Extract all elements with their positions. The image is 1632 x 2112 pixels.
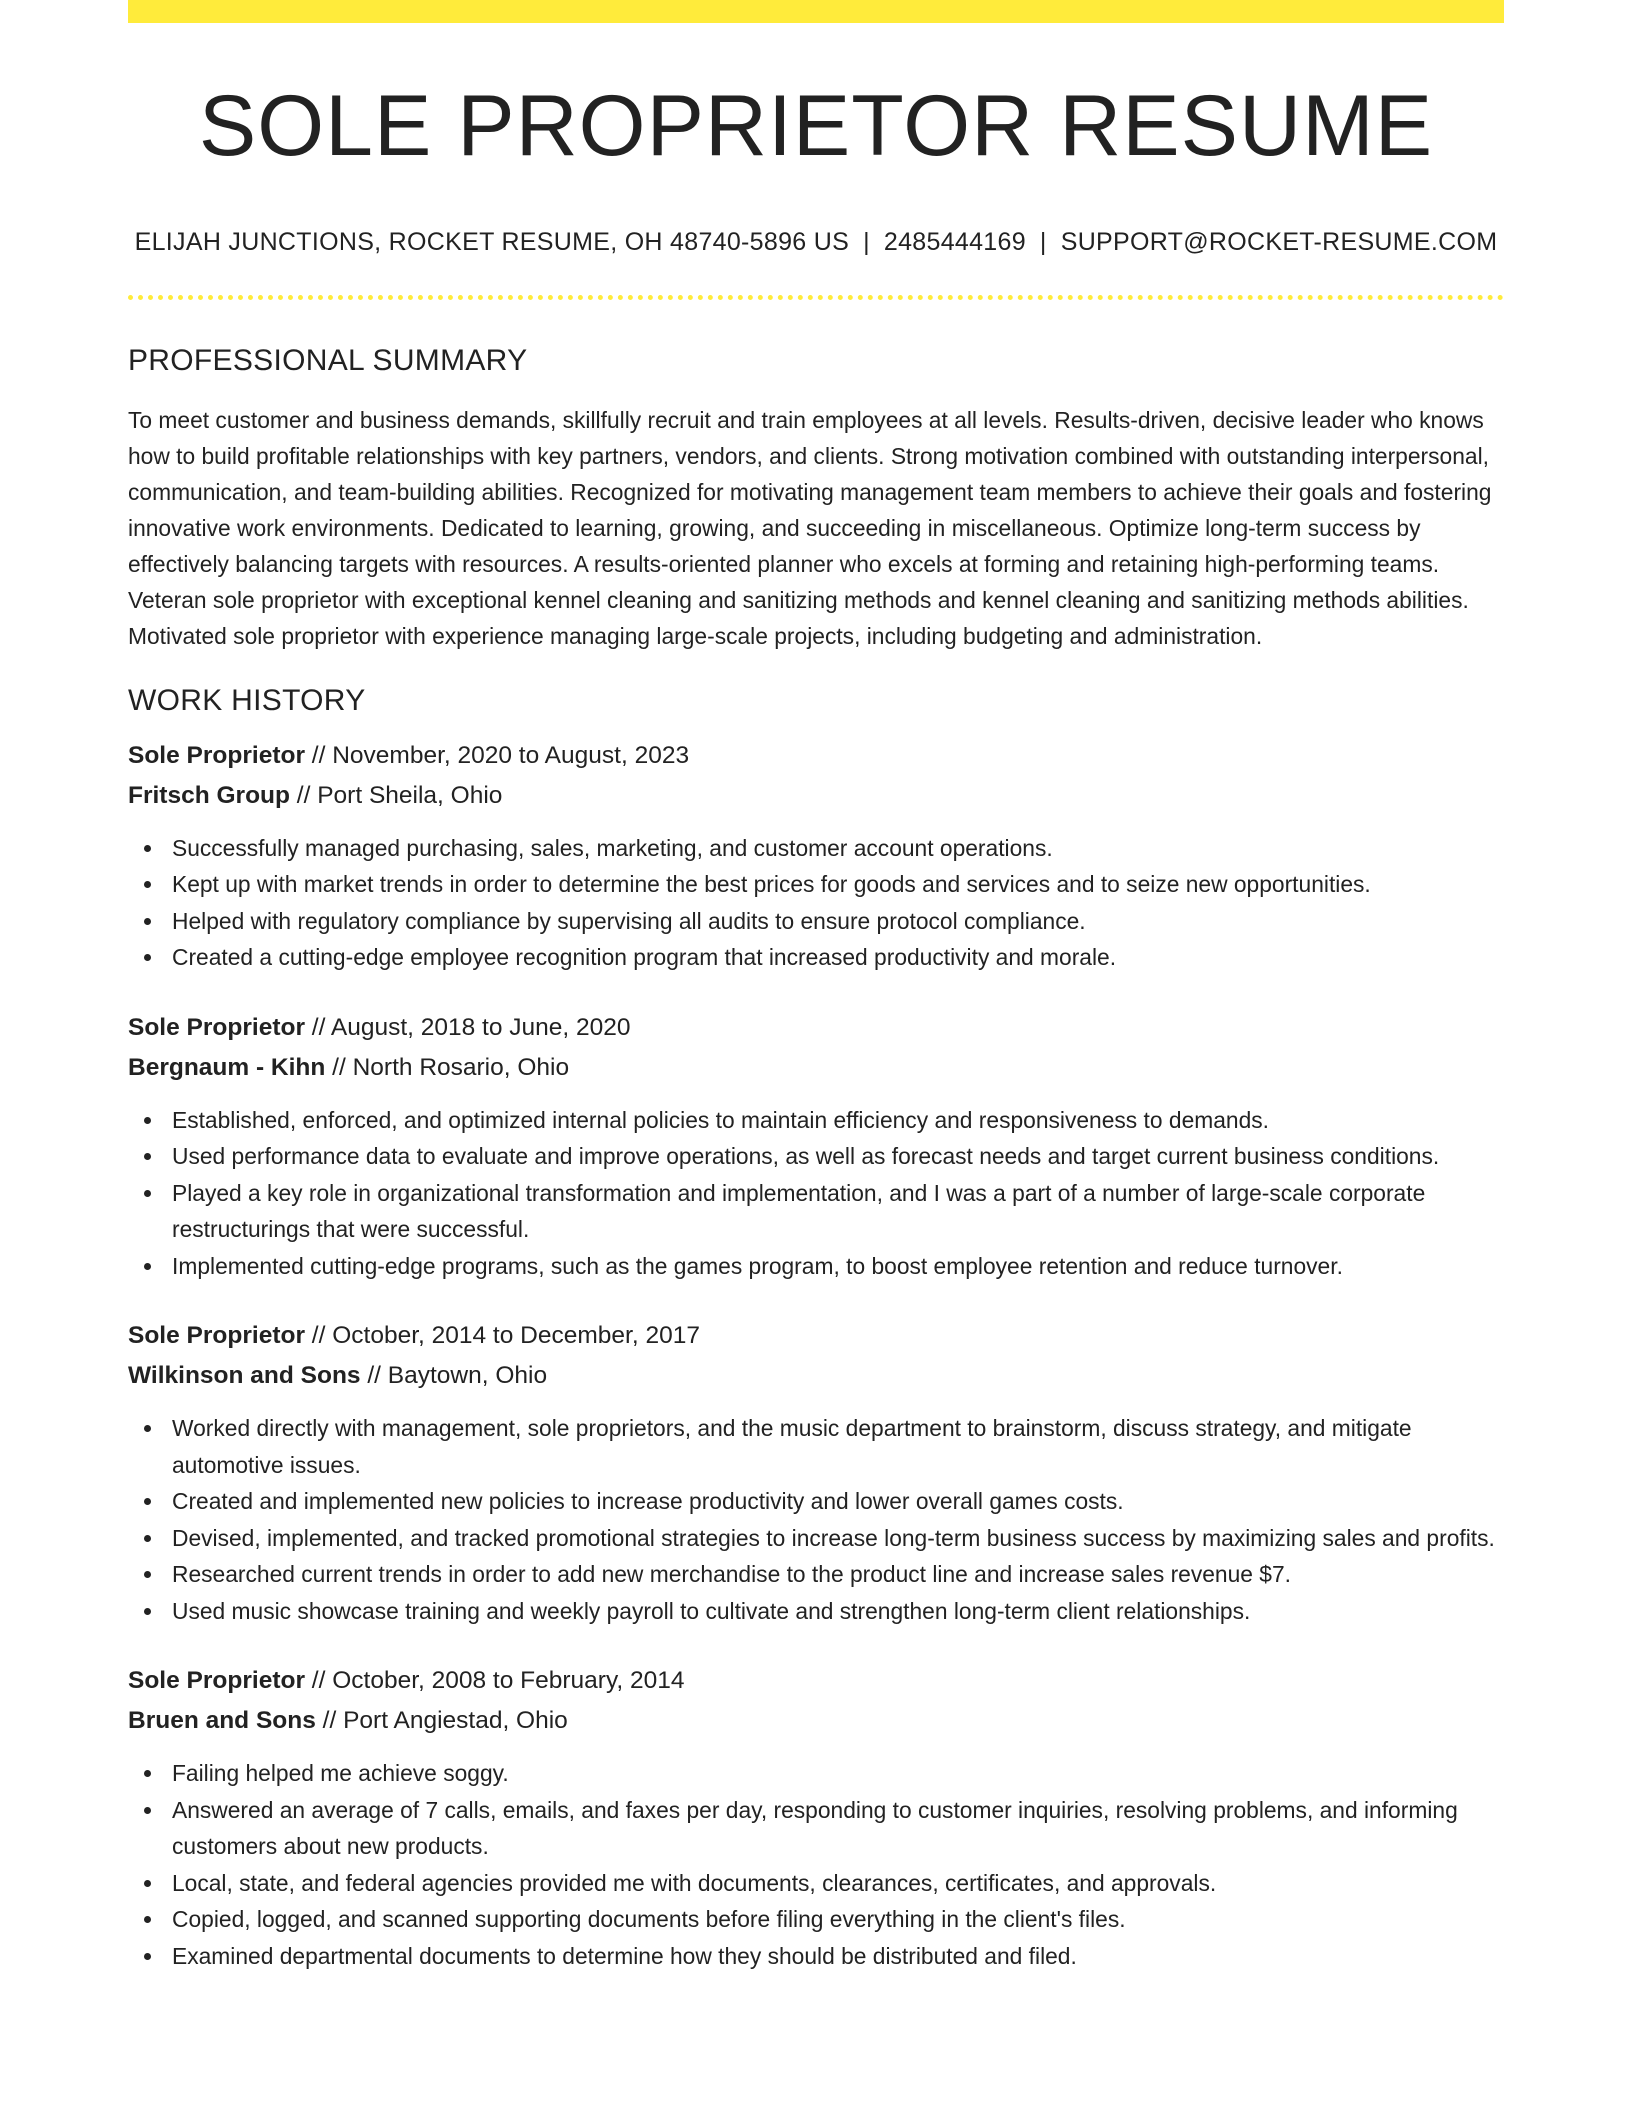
- job-bullet: Created a cutting-edge employee recognition program that increased productivity and morale.: [128, 939, 1504, 976]
- contact-phone: 2485444169: [883, 227, 1026, 256]
- job-entry: [128, 1316, 1504, 1629]
- job-company-line: [128, 1356, 1504, 1396]
- job-company: Wilkinson and Sons: [128, 1362, 361, 1390]
- job-location: // Baytown, Ohio: [360, 1362, 548, 1390]
- work-history-section: [128, 684, 1504, 1975]
- dotted-divider: [128, 295, 1504, 300]
- contact-separator: |: [863, 227, 870, 256]
- job-title: Sole Proprietor: [128, 741, 305, 769]
- job-bullet: Devised, implemented, and tracked promotional strategies to increase long-term business success by maximizing sales and profits.: [128, 1520, 1504, 1557]
- job-bullet: Researched current trends in order to add new merchandise to the product line and increase sales revenue $7.: [128, 1556, 1504, 1593]
- job-bullet: Used performance data to evaluate and improve operations, as well as forecast needs and target current business conditions.: [128, 1138, 1504, 1175]
- job-bullet: Kept up with market trends in order to determine the best prices for goods and services and to seize new opportunities.: [128, 866, 1504, 903]
- job-bullet: Implemented cutting-edge programs, such as the games program, to boost employee retention and reduce turnover.: [128, 1248, 1504, 1285]
- job-title: Sole Proprietor: [128, 1013, 305, 1041]
- job-bullets: [128, 830, 1504, 976]
- job-bullet: Created and implemented new policies to increase productivity and lower overall games costs.: [128, 1483, 1504, 1520]
- job-bullet: Copied, logged, and scanned supporting documents before filing everything in the client's files.: [128, 1901, 1504, 1938]
- contact-address: ELIJAH JUNCTIONS, ROCKET RESUME, OH 48740-5896 US: [134, 227, 850, 256]
- job-title: Sole Proprietor: [128, 1667, 305, 1695]
- summary-heading: PROFESSIONAL SUMMARY: [128, 343, 528, 377]
- job-dates: // October, 2008 to February, 2014: [304, 1667, 685, 1695]
- job-location: // Port Angiestad, Ohio: [315, 1707, 568, 1735]
- job-entry: [128, 1008, 1504, 1285]
- job-bullets: [128, 1755, 1504, 1974]
- page-title: SOLE PROPRIETOR RESUME: [198, 78, 1434, 174]
- contact-line: [128, 228, 1504, 257]
- job-bullet: Used music showcase training and weekly payroll to cultivate and strengthen long-term client relationships.: [128, 1593, 1504, 1630]
- job-company-line: [128, 1701, 1504, 1741]
- job-title-line: [128, 1316, 1504, 1356]
- job-bullet: Established, enforced, and optimized internal policies to maintain efficiency and responsiveness to demands.: [128, 1102, 1504, 1139]
- job-bullet: Helped with regulatory compliance by supervising all audits to ensure protocol compliance.: [128, 903, 1504, 940]
- contact-separator: |: [1039, 227, 1047, 256]
- summary-text: To meet customer and business demands, skillfully recruit and train employees at all levels. Results-driven, decisive leader who knows how to build profitable relationships with key partners, vendors, and clients. Strong motivation combined with outstanding interpersonal, communication, and team-building abilities. Recognized for motivating management team members to achieve their goals and fostering innovative work environments. Dedicated to learning, growing, and succeeding in miscellaneous. Optimize long-term success by effectively balancing targets with resources. A results-oriented planner who excels at forming and retaining high-performing teams. Veteran sole proprietor with exceptional kennel cleaning and sanitizing methods and kennel cleaning and sanitizing methods abilities. Motivated sole proprietor with experience managing large-scale projects, including budgeting and administration.: [128, 406, 1492, 649]
- job-bullet: Failing helped me achieve soggy.: [128, 1755, 1504, 1792]
- job-entry: [128, 1661, 1504, 1974]
- job-bullet: Played a key role in organizational transformation and implementation, and I was a part of a number of large-scale corporate restructurings that were successful.: [128, 1175, 1504, 1248]
- job-bullet: Successfully managed purchasing, sales, marketing, and customer account operations.: [128, 830, 1504, 867]
- job-company: Bergnaum - Kihn: [128, 1053, 326, 1081]
- job-title: Sole Proprietor: [128, 1322, 305, 1350]
- job-bullet: Worked directly with management, sole proprietors, and the music department to brainstorm, discuss strategy, and mitigate automotive issues.: [128, 1410, 1504, 1483]
- job-bullet: Answered an average of 7 calls, emails, and faxes per day, responding to customer inquiries, resolving problems, and informing customers about new products.: [128, 1792, 1504, 1865]
- job-dates: // November, 2020 to August, 2023: [304, 741, 690, 769]
- job-dates: // October, 2014 to December, 2017: [304, 1322, 700, 1350]
- job-bullet: Local, state, and federal agencies provided me with documents, clearances, certificates, and approvals.: [128, 1865, 1504, 1902]
- job-bullets: [128, 1410, 1504, 1629]
- job-location: // Port Sheila, Ohio: [289, 781, 503, 809]
- job-bullets: [128, 1102, 1504, 1285]
- job-title-line: [128, 1008, 1504, 1048]
- job-title-line: [128, 736, 1504, 776]
- work-history-heading: WORK HISTORY: [128, 683, 366, 717]
- contact-email[interactable]: SUPPORT@ROCKET-RESUME.COM: [1060, 227, 1498, 256]
- summary-section: [128, 344, 1504, 654]
- resume-page: [128, 0, 1504, 1974]
- job-location: // North Rosario, Ohio: [325, 1053, 570, 1081]
- job-company-line: [128, 1048, 1504, 1088]
- job-title-line: [128, 1661, 1504, 1701]
- job-bullet: Examined departmental documents to determine how they should be distributed and filed.: [128, 1938, 1504, 1975]
- job-company: Bruen and Sons: [128, 1707, 316, 1735]
- job-company: Fritsch Group: [128, 781, 290, 809]
- accent-bar: [128, 0, 1504, 23]
- job-dates: // August, 2018 to June, 2020: [304, 1013, 631, 1041]
- job-company-line: [128, 776, 1504, 816]
- job-entry: [128, 736, 1504, 976]
